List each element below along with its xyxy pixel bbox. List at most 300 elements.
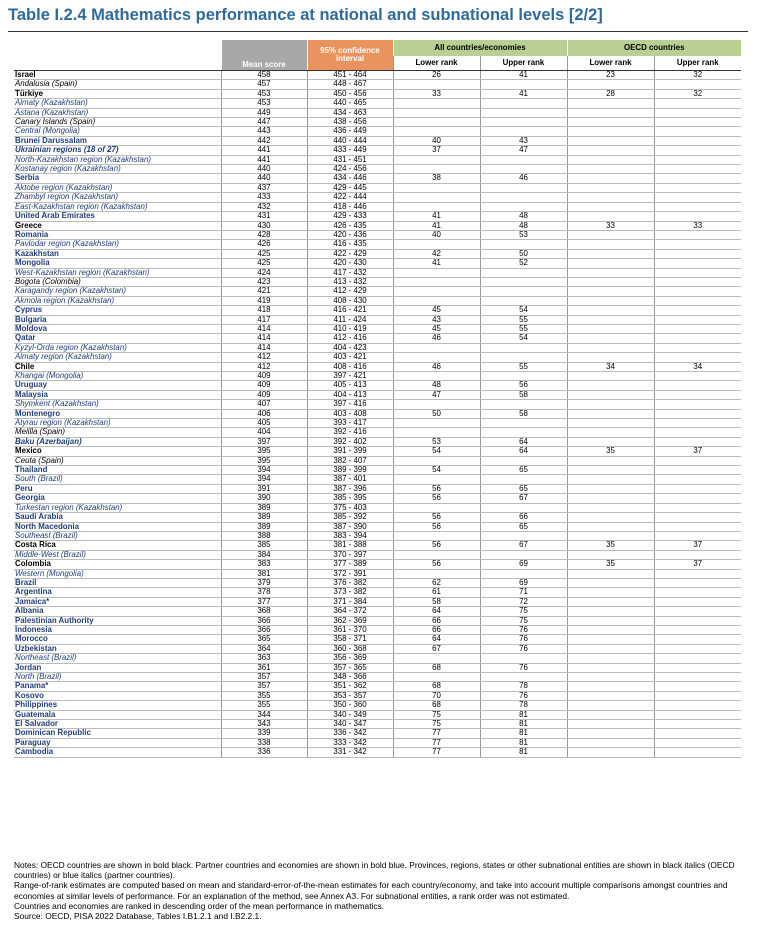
table-row — [14, 691, 741, 700]
confidence-interval-cell: 440 - 465 — [307, 99, 393, 108]
confidence-interval-cell: 364 - 372 — [307, 607, 393, 616]
all-upper-rank-cell: 76 — [480, 625, 567, 634]
confidence-interval-cell: 357 - 365 — [307, 663, 393, 672]
all-upper-rank-cell — [480, 155, 567, 164]
entity-name-cell: Andalusia (Spain) — [14, 80, 221, 89]
entity-name-cell: Malaysia — [14, 390, 221, 399]
header-oecd-countries: OECD countries — [567, 40, 741, 56]
oecd-lower-rank-cell — [567, 306, 654, 315]
entity-name-cell: Dominican Republic — [14, 729, 221, 738]
oecd-lower-rank-cell — [567, 701, 654, 710]
all-upper-rank-cell — [480, 569, 567, 578]
table-body — [14, 71, 741, 758]
oecd-lower-rank-cell — [567, 409, 654, 418]
mean-score-cell: 394 — [221, 466, 307, 475]
all-upper-rank-cell — [480, 531, 567, 540]
all-lower-rank-cell — [393, 654, 480, 663]
entity-name-cell: Paraguay — [14, 738, 221, 747]
all-upper-rank-cell — [480, 475, 567, 484]
all-lower-rank-cell: 58 — [393, 597, 480, 606]
all-lower-rank-cell: 62 — [393, 578, 480, 587]
confidence-interval-cell: 393 - 417 — [307, 419, 393, 428]
oecd-lower-rank-cell — [567, 99, 654, 108]
table-row — [14, 259, 741, 268]
table-row — [14, 541, 741, 550]
table-row — [14, 710, 741, 719]
entity-name-cell: Uzbekistan — [14, 644, 221, 653]
oecd-upper-rank-cell — [654, 324, 741, 333]
header-mean-score: Mean score — [221, 40, 307, 71]
mean-score-cell: 394 — [221, 475, 307, 484]
table-row — [14, 729, 741, 738]
mean-score-cell: 391 — [221, 484, 307, 493]
mean-score-cell: 418 — [221, 306, 307, 315]
oecd-lower-rank-cell — [567, 644, 654, 653]
all-lower-rank-cell: 53 — [393, 437, 480, 446]
entity-name-cell: Thailand — [14, 466, 221, 475]
oecd-upper-rank-cell — [654, 212, 741, 221]
oecd-upper-rank-cell — [654, 682, 741, 691]
entity-name-cell: West-Kazakhstan region (Kazakhstan) — [14, 268, 221, 277]
mean-score-cell: 409 — [221, 372, 307, 381]
confidence-interval-cell: 362 - 369 — [307, 616, 393, 625]
all-upper-rank-cell: 55 — [480, 315, 567, 324]
entity-name-cell: Kazakhstan — [14, 249, 221, 258]
oecd-upper-rank-cell — [654, 710, 741, 719]
all-lower-rank-cell: 68 — [393, 682, 480, 691]
all-upper-rank-cell: 65 — [480, 466, 567, 475]
oecd-lower-rank-cell — [567, 437, 654, 446]
oecd-lower-rank-cell — [567, 174, 654, 183]
mean-score-cell: 407 — [221, 400, 307, 409]
all-lower-rank-cell — [393, 343, 480, 352]
all-lower-rank-cell — [393, 268, 480, 277]
mean-score-cell: 381 — [221, 569, 307, 578]
oecd-lower-rank-cell — [567, 296, 654, 305]
mean-score-cell: 384 — [221, 550, 307, 559]
entity-name-cell: Costa Rica — [14, 541, 221, 550]
entity-name-cell: Argentina — [14, 588, 221, 597]
entity-name-cell: Chile — [14, 362, 221, 371]
all-upper-rank-cell — [480, 277, 567, 286]
entity-name-cell: Moldova — [14, 324, 221, 333]
header-oecd-upper-rank: Upper rank — [654, 56, 741, 71]
table-row — [14, 673, 741, 682]
all-lower-rank-cell: 41 — [393, 221, 480, 230]
table-row — [14, 277, 741, 286]
all-lower-rank-cell: 42 — [393, 249, 480, 258]
confidence-interval-cell: 361 - 370 — [307, 625, 393, 634]
table-row — [14, 644, 741, 653]
entity-name-cell: Jordan — [14, 663, 221, 672]
mean-score-cell: 409 — [221, 381, 307, 390]
confidence-interval-cell: 411 - 424 — [307, 315, 393, 324]
table-row — [14, 381, 741, 390]
table-row — [14, 89, 741, 98]
all-lower-rank-cell: 50 — [393, 409, 480, 418]
all-lower-rank-cell: 66 — [393, 625, 480, 634]
entity-name-cell: Brunei Darussalam — [14, 136, 221, 145]
oecd-upper-rank-cell: 32 — [654, 89, 741, 98]
mean-score-cell: 458 — [221, 71, 307, 80]
all-lower-rank-cell: 56 — [393, 522, 480, 531]
mean-score-cell: 377 — [221, 597, 307, 606]
table-row — [14, 569, 741, 578]
confidence-interval-cell: 375 - 403 — [307, 503, 393, 512]
oecd-lower-rank-cell — [567, 165, 654, 174]
oecd-upper-rank-cell — [654, 738, 741, 747]
all-upper-rank-cell — [480, 127, 567, 136]
all-upper-rank-cell: 76 — [480, 644, 567, 653]
table-row — [14, 738, 741, 747]
confidence-interval-cell: 404 - 413 — [307, 390, 393, 399]
oecd-upper-rank-cell — [654, 334, 741, 343]
oecd-lower-rank-cell — [567, 230, 654, 239]
all-upper-rank-cell: 76 — [480, 635, 567, 644]
table-row — [14, 108, 741, 117]
mean-score-cell: 363 — [221, 654, 307, 663]
oecd-lower-rank-cell — [567, 720, 654, 729]
table-row — [14, 597, 741, 606]
mean-score-cell: 368 — [221, 607, 307, 616]
all-lower-rank-cell: 64 — [393, 607, 480, 616]
confidence-interval-cell: 405 - 413 — [307, 381, 393, 390]
confidence-interval-cell: 371 - 384 — [307, 597, 393, 606]
table-row — [14, 372, 741, 381]
all-lower-rank-cell: 37 — [393, 146, 480, 155]
confidence-interval-cell: 336 - 342 — [307, 729, 393, 738]
oecd-lower-rank-cell — [567, 625, 654, 634]
oecd-lower-rank-cell — [567, 522, 654, 531]
all-upper-rank-cell: 55 — [480, 324, 567, 333]
all-lower-rank-cell: 40 — [393, 230, 480, 239]
table-row — [14, 616, 741, 625]
all-upper-rank-cell: 78 — [480, 682, 567, 691]
all-upper-rank-cell — [480, 296, 567, 305]
oecd-upper-rank-cell — [654, 550, 741, 559]
table-row — [14, 447, 741, 456]
entity-name-cell: Kyzyl-Orda region (Kazakhstan) — [14, 343, 221, 352]
all-lower-rank-cell: 56 — [393, 513, 480, 522]
entity-name-cell: Türkiye — [14, 89, 221, 98]
note-ranking-order: Countries and economies are ranked in descending order of the mean performance in mathematics. — [14, 900, 385, 911]
table-row — [14, 221, 741, 230]
oecd-lower-rank-cell — [567, 550, 654, 559]
mean-score-cell: 425 — [221, 249, 307, 258]
confidence-interval-cell: 392 - 416 — [307, 428, 393, 437]
oecd-upper-rank-cell — [654, 193, 741, 202]
mean-score-cell: 338 — [221, 738, 307, 747]
all-upper-rank-cell: 65 — [480, 484, 567, 493]
entity-name-cell: Cambodia — [14, 748, 221, 757]
all-lower-rank-cell: 40 — [393, 136, 480, 145]
entity-name-cell: Jamaica* — [14, 597, 221, 606]
oecd-lower-rank-cell — [567, 428, 654, 437]
all-lower-rank-cell — [393, 503, 480, 512]
all-upper-rank-cell — [480, 99, 567, 108]
entity-name-cell: Zhambyl region (Kazakhstan) — [14, 193, 221, 202]
entity-name-cell: Uruguay — [14, 381, 221, 390]
all-lower-rank-cell: 68 — [393, 663, 480, 672]
entity-name-cell: Mongolia — [14, 259, 221, 268]
entity-name-cell: North Macedonia — [14, 522, 221, 531]
oecd-lower-rank-cell: 33 — [567, 221, 654, 230]
entity-name-cell: Brazil — [14, 578, 221, 587]
table-row — [14, 155, 741, 164]
oecd-upper-rank-cell — [654, 146, 741, 155]
table-row — [14, 588, 741, 597]
all-upper-rank-cell — [480, 550, 567, 559]
oecd-upper-rank-cell: 37 — [654, 541, 741, 550]
mean-score-cell: 365 — [221, 635, 307, 644]
table-row — [14, 531, 741, 540]
table-row — [14, 193, 741, 202]
all-lower-rank-cell: 47 — [393, 390, 480, 399]
confidence-interval-cell: 424 - 456 — [307, 165, 393, 174]
table-row — [14, 419, 741, 428]
all-lower-rank-cell: 56 — [393, 484, 480, 493]
table-row — [14, 99, 741, 108]
all-lower-rank-cell: 77 — [393, 738, 480, 747]
entity-name-cell: Colombia — [14, 560, 221, 569]
table-row — [14, 174, 741, 183]
all-upper-rank-cell: 81 — [480, 738, 567, 747]
confidence-interval-cell: 422 - 444 — [307, 193, 393, 202]
all-lower-rank-cell: 26 — [393, 71, 480, 80]
confidence-interval-cell: 412 - 429 — [307, 287, 393, 296]
all-lower-rank-cell: 56 — [393, 560, 480, 569]
confidence-interval-cell: 348 - 366 — [307, 673, 393, 682]
oecd-lower-rank-cell — [567, 729, 654, 738]
all-upper-rank-cell — [480, 118, 567, 127]
all-upper-rank-cell — [480, 400, 567, 409]
oecd-lower-rank-cell — [567, 682, 654, 691]
oecd-upper-rank-cell — [654, 155, 741, 164]
confidence-interval-cell: 360 - 368 — [307, 644, 393, 653]
all-upper-rank-cell: 65 — [480, 522, 567, 531]
confidence-interval-cell: 448 - 467 — [307, 80, 393, 89]
all-upper-rank-cell — [480, 183, 567, 192]
entity-name-cell: Kosovo — [14, 691, 221, 700]
oecd-upper-rank-cell — [654, 513, 741, 522]
oecd-lower-rank-cell — [567, 259, 654, 268]
mean-score-cell: 419 — [221, 296, 307, 305]
confidence-interval-cell: 387 - 401 — [307, 475, 393, 484]
oecd-lower-rank-cell — [567, 710, 654, 719]
all-upper-rank-cell: 75 — [480, 607, 567, 616]
confidence-interval-cell: 403 - 408 — [307, 409, 393, 418]
table-row — [14, 635, 741, 644]
all-upper-rank-cell: 69 — [480, 560, 567, 569]
table-row — [14, 682, 741, 691]
oecd-lower-rank-cell — [567, 183, 654, 192]
confidence-interval-cell: 438 - 456 — [307, 118, 393, 127]
oecd-upper-rank-cell — [654, 80, 741, 89]
confidence-interval-cell: 410 - 419 — [307, 324, 393, 333]
oecd-upper-rank-cell — [654, 720, 741, 729]
oecd-lower-rank-cell — [567, 390, 654, 399]
entity-name-cell: Shymkent (Kazakhstan) — [14, 400, 221, 409]
confidence-interval-cell: 340 - 349 — [307, 710, 393, 719]
mean-score-cell: 366 — [221, 616, 307, 625]
confidence-interval-cell: 373 - 382 — [307, 588, 393, 597]
oecd-lower-rank-cell — [567, 136, 654, 145]
oecd-lower-rank-cell — [567, 484, 654, 493]
entity-name-cell: Palestinian Authority — [14, 616, 221, 625]
oecd-upper-rank-cell — [654, 409, 741, 418]
entity-name-cell: Panama* — [14, 682, 221, 691]
all-upper-rank-cell: 41 — [480, 71, 567, 80]
oecd-lower-rank-cell — [567, 118, 654, 127]
oecd-lower-rank-cell: 35 — [567, 560, 654, 569]
oecd-upper-rank-cell — [654, 127, 741, 136]
table-row — [14, 183, 741, 192]
oecd-lower-rank-cell — [567, 155, 654, 164]
oecd-lower-rank-cell — [567, 588, 654, 597]
entity-name-cell: Northeast (Brazil) — [14, 654, 221, 663]
entity-name-cell: Bulgaria — [14, 315, 221, 324]
entity-name-cell: Turkestan region (Kazakhstan) — [14, 503, 221, 512]
all-upper-rank-cell: 64 — [480, 437, 567, 446]
oecd-lower-rank-cell — [567, 240, 654, 249]
all-upper-rank-cell: 52 — [480, 259, 567, 268]
table-row — [14, 625, 741, 634]
confidence-interval-cell: 377 - 389 — [307, 560, 393, 569]
all-upper-rank-cell: 48 — [480, 221, 567, 230]
all-upper-rank-cell: 81 — [480, 720, 567, 729]
table-row — [14, 71, 741, 80]
page-title: Table I.2.4 Mathematics performance at national and subnational levels [2/2] — [8, 6, 603, 24]
oecd-lower-rank-cell — [567, 268, 654, 277]
entity-name-cell: Melilla (Spain) — [14, 428, 221, 437]
mean-score-cell: 443 — [221, 127, 307, 136]
oecd-upper-rank-cell — [654, 494, 741, 503]
oecd-lower-rank-cell — [567, 738, 654, 747]
confidence-interval-cell: 389 - 399 — [307, 466, 393, 475]
oecd-lower-rank-cell — [567, 127, 654, 136]
all-upper-rank-cell: 54 — [480, 306, 567, 315]
confidence-interval-cell: 418 - 446 — [307, 202, 393, 211]
all-upper-rank-cell: 67 — [480, 541, 567, 550]
mean-score-cell: 395 — [221, 447, 307, 456]
confidence-interval-cell: 381 - 388 — [307, 541, 393, 550]
all-upper-rank-cell — [480, 419, 567, 428]
confidence-interval-cell: 387 - 396 — [307, 484, 393, 493]
performance-table — [14, 40, 741, 758]
oecd-upper-rank-cell — [654, 165, 741, 174]
mean-score-cell: 361 — [221, 663, 307, 672]
mean-score-cell: 397 — [221, 437, 307, 446]
oecd-upper-rank-cell — [654, 569, 741, 578]
all-lower-rank-cell — [393, 80, 480, 89]
all-lower-rank-cell — [393, 353, 480, 362]
all-lower-rank-cell: 54 — [393, 447, 480, 456]
all-upper-rank-cell: 81 — [480, 710, 567, 719]
confidence-interval-cell: 351 - 362 — [307, 682, 393, 691]
oecd-upper-rank-cell — [654, 287, 741, 296]
confidence-interval-cell: 434 - 463 — [307, 108, 393, 117]
all-lower-rank-cell: 45 — [393, 324, 480, 333]
oecd-lower-rank-cell — [567, 146, 654, 155]
confidence-interval-cell: 433 - 449 — [307, 146, 393, 155]
confidence-interval-cell: 420 - 430 — [307, 259, 393, 268]
table-row — [14, 287, 741, 296]
oecd-lower-rank-cell — [567, 456, 654, 465]
all-lower-rank-cell — [393, 183, 480, 192]
oecd-lower-rank-cell — [567, 108, 654, 117]
oecd-upper-rank-cell — [654, 240, 741, 249]
all-lower-rank-cell — [393, 569, 480, 578]
mean-score-cell: 437 — [221, 183, 307, 192]
all-lower-rank-cell: 54 — [393, 466, 480, 475]
confidence-interval-cell: 408 - 416 — [307, 362, 393, 371]
all-lower-rank-cell — [393, 127, 480, 136]
confidence-interval-cell: 397 - 416 — [307, 400, 393, 409]
all-lower-rank-cell: 43 — [393, 315, 480, 324]
oecd-upper-rank-cell — [654, 466, 741, 475]
oecd-lower-rank-cell: 35 — [567, 447, 654, 456]
all-upper-rank-cell — [480, 193, 567, 202]
confidence-interval-cell: 356 - 369 — [307, 654, 393, 663]
mean-score-cell: 424 — [221, 268, 307, 277]
oecd-upper-rank-cell — [654, 268, 741, 277]
mean-score-cell: 442 — [221, 136, 307, 145]
oecd-upper-rank-cell — [654, 578, 741, 587]
title-rule — [8, 31, 748, 32]
header-ci-line2: interval — [335, 54, 365, 63]
all-lower-rank-cell — [393, 475, 480, 484]
all-upper-rank-cell: 58 — [480, 409, 567, 418]
mean-score-cell: 383 — [221, 560, 307, 569]
mean-score-cell: 389 — [221, 513, 307, 522]
oecd-lower-rank-cell — [567, 419, 654, 428]
confidence-interval-cell: 451 - 464 — [307, 71, 393, 80]
entity-name-cell: North (Brazil) — [14, 673, 221, 682]
mean-score-cell: 405 — [221, 419, 307, 428]
oecd-lower-rank-cell — [567, 597, 654, 606]
mean-score-cell: 457 — [221, 80, 307, 89]
confidence-interval-cell: 387 - 390 — [307, 522, 393, 531]
all-lower-rank-cell: 75 — [393, 720, 480, 729]
table-row — [14, 80, 741, 89]
confidence-interval-cell: 350 - 360 — [307, 701, 393, 710]
entity-name-cell: Kostanay region (Kazakhstan) — [14, 165, 221, 174]
mean-score-cell: 395 — [221, 456, 307, 465]
oecd-upper-rank-cell: 34 — [654, 362, 741, 371]
oecd-upper-rank-cell — [654, 437, 741, 446]
mean-score-cell: 414 — [221, 334, 307, 343]
oecd-upper-rank-cell: 37 — [654, 447, 741, 456]
oecd-lower-rank-cell: 23 — [567, 71, 654, 80]
confidence-interval-cell: 370 - 397 — [307, 550, 393, 559]
all-lower-rank-cell: 70 — [393, 691, 480, 700]
header-all-upper-rank: Upper rank — [480, 56, 567, 71]
mean-score-cell: 440 — [221, 165, 307, 174]
oecd-lower-rank-cell — [567, 607, 654, 616]
oecd-upper-rank-cell — [654, 597, 741, 606]
oecd-lower-rank-cell: 35 — [567, 541, 654, 550]
oecd-upper-rank-cell — [654, 588, 741, 597]
entity-name-cell: Philippines — [14, 701, 221, 710]
all-lower-rank-cell: 66 — [393, 616, 480, 625]
all-upper-rank-cell: 58 — [480, 390, 567, 399]
confidence-interval-cell: 429 - 445 — [307, 183, 393, 192]
oecd-upper-rank-cell — [654, 277, 741, 286]
confidence-interval-cell: 392 - 402 — [307, 437, 393, 446]
oecd-lower-rank-cell — [567, 249, 654, 258]
confidence-interval-cell: 372 - 391 — [307, 569, 393, 578]
all-lower-rank-cell — [393, 296, 480, 305]
